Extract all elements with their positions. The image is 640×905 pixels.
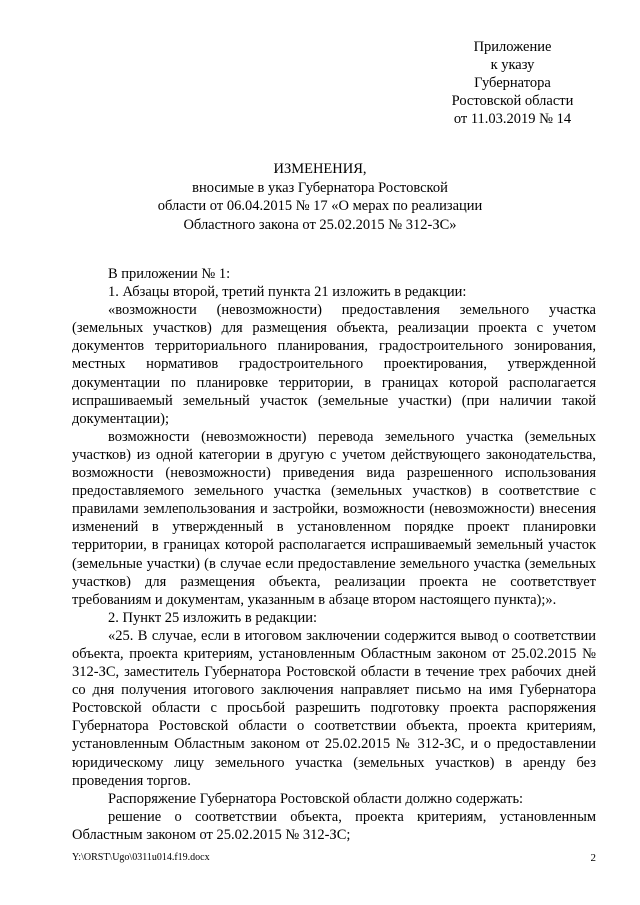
title-line: Областного закона от 25.02.2015 № 312-ЗС» <box>183 216 457 233</box>
body-paragraph: возможности (невозможности) перевода земельного участка (земельных участков) из одной категории в другую с учетом действующего законодательства, возможности (невозможности) приведения вида разрешенного использования предоставляемого земельного участка (земельных участков) в соответствие с правилами землепользования и застройки, возможности (невозможности) внесения изменений в утвержденный в установленном порядке проект планировки территории, в границах которой располагается испрашиваемый земельный участок (земельные участки) (в случае если предоставление земельного участка (земельных участков) для размещения объекта, реализации проекта не соответствует требованиям и документам, указанным в абзаце втором настоящего пункта);». <box>72 428 596 608</box>
title-line: области от 06.04.2015 № 17 «О мерах по реализации <box>157 198 483 214</box>
title-heading: ИЗМЕНЕНИЯ, <box>273 161 367 177</box>
body-paragraph: В приложении № 1: <box>108 266 231 282</box>
appendix-header <box>420 38 605 128</box>
body-paragraph: Распоряжение Губернатора Ростовской области должно содержать: <box>108 790 524 807</box>
title-line: вносимые в указ Губернатора Ростовской <box>192 179 448 196</box>
appendix-line: Ростовской области <box>451 93 574 109</box>
body-paragraph: «возможности (невозможности) предоставления земельного участка (земельных участков) для размещения объекта, реализации проекта с учетом документов территориального планирования, градостроительного зонирования, местных нормативов градостроительного проектирования, утвержденной документации по планировке территории, в границах которой располагается испрашиваемый земельный участок (земельные участки) (при наличии такой документации); <box>72 302 596 427</box>
appendix-line: к указу <box>490 57 535 73</box>
body-paragraph: 1. Абзацы второй, третий пункта 21 изложить в редакции: <box>108 284 467 301</box>
appendix-line: от 11.03.2019 № 14 <box>453 111 572 127</box>
file-path: Y:\ORST\Ugo\0311u014.f19.docx <box>72 852 210 863</box>
appendix-line: Приложение <box>473 39 552 55</box>
body-paragraph: 2. Пункт 25 изложить в редакции: <box>108 609 318 626</box>
body-paragraph: решение о соответствии объекта, проекта критериям, установленным Областным законом от 25.02.2015 № 312-ЗС; <box>72 808 596 843</box>
body-paragraph: «25. В случае, если в итоговом заключении содержится вывод о соответствии объекта, проекта критериям, установленным Областным законом от 25.02.2015 № 312-ЗС, заместитель Губернатора Ростовской области в течение трех рабочих дней со дня получения итогового заключения направляет письмо на имя Губернатора Ростовской области с просьбой разрешить подготовку проекта распоряжения Губернатора Ростовской области о соответствии объекта, проекта критериям, установленным Областным законом от 25.02.2015 № 312-ЗС, и о предоставлении юридическому лицу земельного участка (земельных участков) в аренду без проведения торгов. <box>72 627 596 789</box>
document-body <box>72 265 596 844</box>
document-title <box>120 160 520 234</box>
page-number: 2 <box>590 852 596 864</box>
appendix-line: Губернатора <box>474 75 551 91</box>
